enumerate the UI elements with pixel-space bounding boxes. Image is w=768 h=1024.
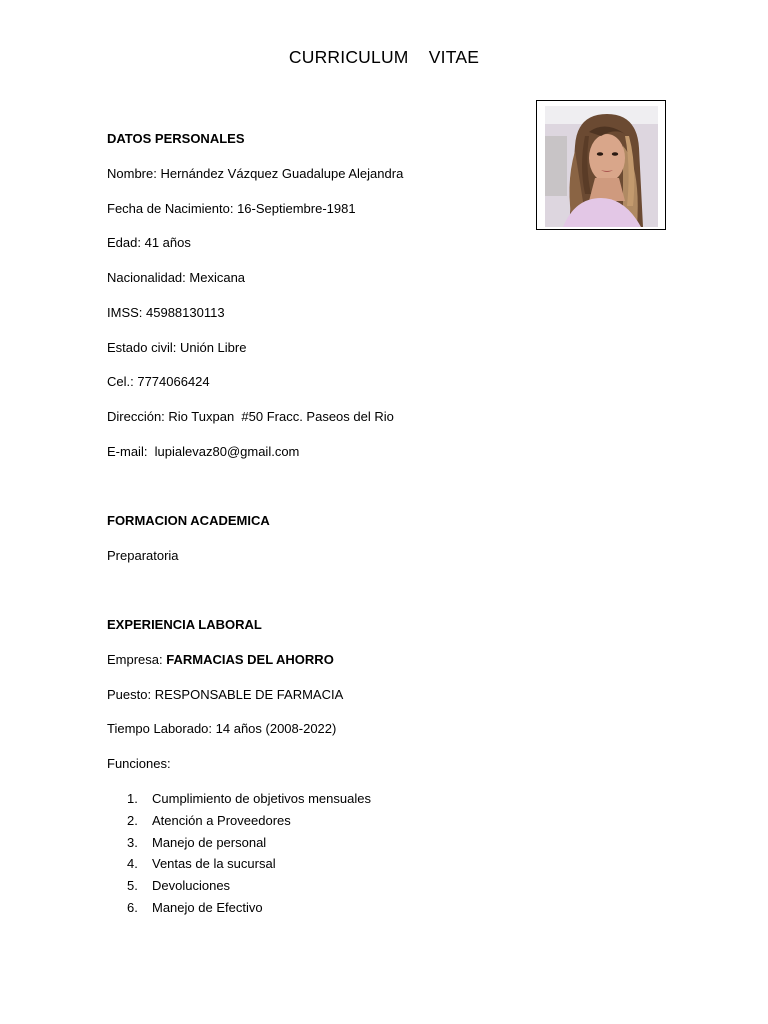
company-label: Empresa:: [107, 652, 167, 667]
profile-photo: [545, 106, 658, 227]
list-item-text: Devoluciones: [152, 878, 231, 894]
photo-frame: [536, 100, 666, 230]
imss-line: IMSS: 45988130113: [107, 305, 225, 320]
list-item-text: Cumplimiento de objetivos mensuales: [152, 791, 371, 806]
list-item: [127, 877, 371, 899]
list-item-number: 5.: [127, 878, 138, 894]
company-value: FARMACIAS DEL AHORRO: [166, 652, 334, 667]
functions-list: [127, 790, 371, 921]
list-item-number: 1.: [127, 791, 138, 806]
section-heading-personal: DATOS PERSONALES: [107, 131, 245, 146]
list-item-text: Manejo de personal: [152, 834, 267, 850]
time-worked-line: Tiempo Laborado: 14 años (2008-2022): [107, 721, 337, 736]
address-line: Dirección: Rio Tuxpan #50 Fracc. Paseos del Rio: [107, 409, 394, 424]
age-line: Edad: 41 años: [107, 235, 191, 250]
cell-phone-line: Cel.: 7774066424: [107, 374, 210, 389]
list-item-number: 6.: [127, 899, 138, 915]
list-item-number: 4.: [127, 856, 138, 872]
list-item-number: 3.: [127, 834, 138, 850]
civil-status-line: Estado civil: Unión Libre: [107, 340, 247, 355]
list-item-text: Manejo de Efectivo: [152, 899, 263, 915]
birth-date-line: Fecha de Nacimiento: 16-Septiembre-1981: [107, 201, 356, 216]
list-item: [127, 812, 371, 834]
nationality-line: Nacionalidad: Mexicana: [107, 270, 246, 285]
list-item: [127, 855, 371, 877]
company-line: [107, 652, 334, 667]
list-item: [127, 790, 371, 812]
list-item-number: 2.: [127, 812, 138, 828]
list-item: [127, 899, 371, 921]
education-level-line: Preparatoria: [107, 548, 179, 563]
list-item: [127, 834, 371, 856]
page-title: CURRICULUM VITAE: [288, 47, 480, 67]
email-line: E-mail: lupialevaz80@gmail.com: [107, 444, 300, 459]
name-line: Nombre: Hernández Vázquez Guadalupe Alejandra: [107, 166, 404, 181]
position-line: Puesto: RESPONSABLE DE FARMACIA: [107, 687, 344, 702]
section-heading-education: FORMACION ACADEMICA: [107, 513, 270, 528]
section-heading-experience: EXPERIENCIA LABORAL: [107, 617, 262, 632]
list-item-text: Atención a Proveedores: [152, 812, 291, 828]
functions-label: Funciones:: [107, 756, 171, 771]
list-item-text: Ventas de la sucursal: [152, 856, 276, 872]
